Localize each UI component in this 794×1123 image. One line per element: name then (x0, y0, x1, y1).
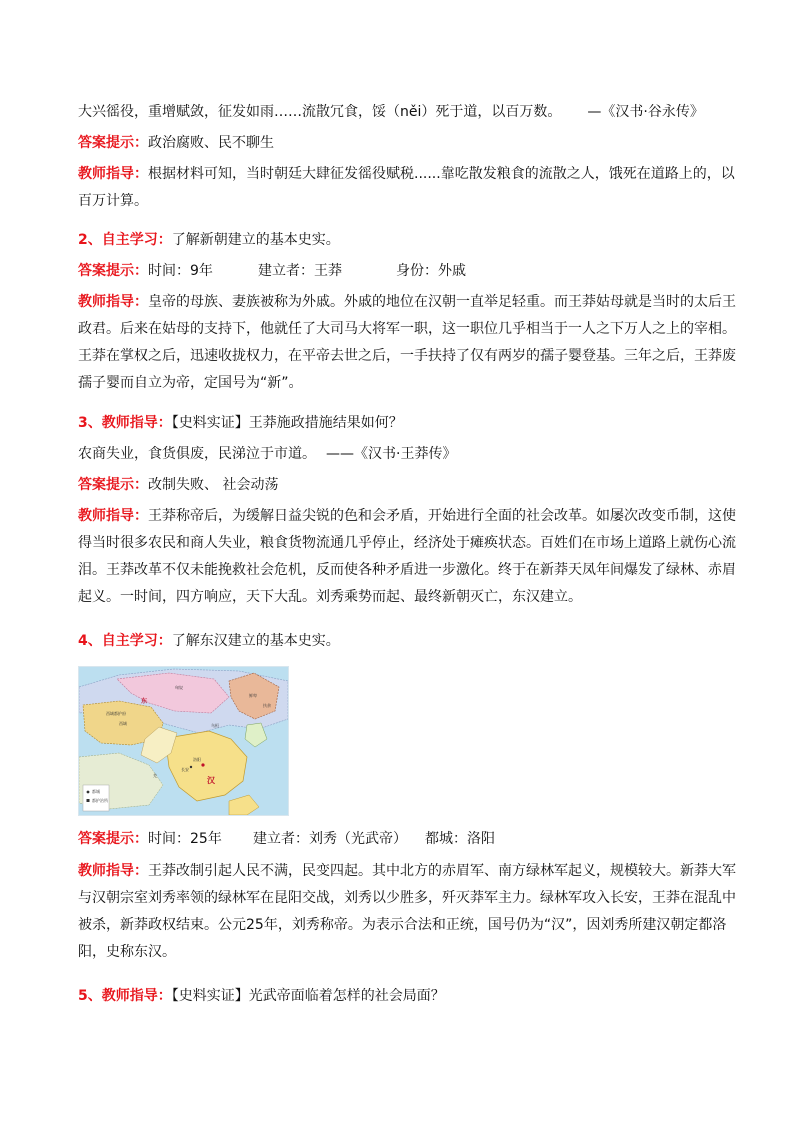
teacher-text: 根据材料可知，当时朝廷大肆征发徭役赋税......靠吃散发粮食的流散之人，饿死在道路上的，以百万计算。 (78, 166, 735, 209)
map-label: 扶余 (263, 703, 271, 708)
map-label: 鲜卑 (249, 693, 257, 698)
item-4-heading (78, 628, 738, 655)
item-text: 【史料实证】光武帝面临着怎样的社会局面？ (171, 988, 445, 1004)
map-label: 西域 (119, 721, 127, 726)
item-label: 教师指导： (101, 415, 172, 431)
item-number: 5、 (78, 988, 102, 1004)
item-text: 【史料实证】王莽施政措施结果如何？ (171, 415, 403, 431)
map-drawing (79, 667, 288, 815)
map-label: 长安 (181, 767, 189, 772)
answer-text: 改制失败、 社会动荡 (148, 477, 279, 493)
eastern-han-map (78, 666, 289, 816)
teacher-guide-1 (78, 161, 738, 215)
answer-hint-2 (78, 258, 738, 285)
item-2-heading (78, 227, 738, 254)
quote-text: 大兴徭役，重增赋敛，征发如雨……流散冗食，馁（něi）死于道，以百万数。 (78, 104, 562, 120)
map-label: 洛阳 (193, 757, 201, 762)
answer-label: 答案提示： (78, 263, 148, 279)
answer-text: 政治腐败、民不聊生 (148, 135, 274, 151)
item-text: 了解东汉建立的基本史实。 (171, 633, 340, 649)
map-label: 西域都护府 (106, 711, 126, 716)
teacher-label: 教师指导： (78, 863, 148, 879)
item-number: 3、 (78, 415, 102, 431)
teacher-text: 王莽称帝后，为缓解日益尖锐的色和会矛盾，开始进行全面的社会改革。如屡次改变币制，这使得当时很多农民和商人失业，粮食货物流通几乎停止，经济处于瘫痪状态。百姓们在市场上道路上就伤心流泪。王莽改革不仅未能挽救社会危机，反而使各种矛盾进一步激化。终于在新莽天凤年间爆发了绿林、赤眉起义。一时间，四方响应，天下大乱。刘秀乘势而起、最终新朝灭亡，东汉建立。 (78, 508, 736, 605)
answer-label: 答案提示： (78, 135, 148, 151)
item-number: 4、 (78, 633, 102, 649)
map-label: 匈奴 (175, 685, 183, 690)
quote-guyong (78, 99, 738, 126)
teacher-text: 皇帝的母族、妻族被称为外戚。外戚的地位在汉朝一直举足轻重。而王莽姑母就是当时的太后王政君。后来在姑母的支持下，他就任了大司马大将军一职，这一职位几乎相当于一人之下万人之上的宰相。王莽在掌权之后，迅速收拢权力，在平帝去世之后，一手扶持了仅有两岁的孺子婴登基。三年之后，王莽废孺子婴而自立为帝，定国号为“新”。 (78, 294, 736, 391)
teacher-label: 教师指导： (78, 294, 148, 310)
answer-capital: 都城：洛阳 (425, 831, 495, 847)
item-number: 2、 (78, 232, 102, 248)
answer-time: 时间：25年 (148, 831, 222, 847)
quote-wangmang (78, 441, 738, 468)
answer-label: 答案提示： (78, 831, 148, 847)
teacher-label: 教师指导： (78, 166, 148, 182)
answer-time: 时间：9年 (148, 263, 213, 279)
item-label: 教师指导： (101, 988, 172, 1004)
teacher-guide-3 (78, 503, 738, 611)
map-label: 乌桓 (211, 723, 219, 728)
answer-founder: 建立者：刘秀（光武帝） (253, 831, 407, 847)
item-label: 自主学习： (101, 232, 172, 248)
quote-source: ——《汉书·王莽传》 (326, 446, 457, 462)
map-label: 羌 (153, 773, 157, 778)
teacher-guide-2 (78, 289, 738, 397)
answer-label: 答案提示： (78, 477, 148, 493)
map-label: 汉 (207, 776, 215, 785)
teacher-guide-4 (78, 858, 738, 966)
answer-hint-3 (78, 472, 738, 499)
item-label: 自主学习： (101, 633, 172, 649)
teacher-text: 王莽改制引起人民不满，民变四起。其中北方的赤眉军、南方绿林军起义，规模较大。新莽大军与汉朝宗室刘秀率领的绿林军在昆阳交战，刘秀以少胜多，歼灭莽军主力。绿林军攻入长安，王莽在混乱中被杀，新莽政权结束。公元25年，刘秀称帝。为表示合法和正统，国号仍为“汉”，因刘秀所建汉朝定都洛阳，史称东汉。 (78, 863, 736, 960)
item-3-heading (78, 410, 738, 437)
quote-text: 农商失业，食货俱废，民涕泣于市道。 (78, 446, 316, 462)
map-label: 东 (141, 698, 148, 705)
map-legend-label: 都城 (92, 789, 100, 794)
item-5-heading (78, 983, 738, 1010)
map-legend-label: 都护治所 (92, 798, 108, 803)
answer-hint-1 (78, 130, 738, 157)
teacher-label: 教师指导： (78, 508, 148, 524)
item-text: 了解新朝建立的基本史实。 (171, 232, 340, 248)
answer-hint-4 (78, 826, 738, 853)
answer-identity: 身份：外戚 (396, 263, 466, 279)
answer-founder: 建立者：王莽 (258, 263, 342, 279)
quote-source: —《汉书·谷永传》 (587, 104, 704, 120)
